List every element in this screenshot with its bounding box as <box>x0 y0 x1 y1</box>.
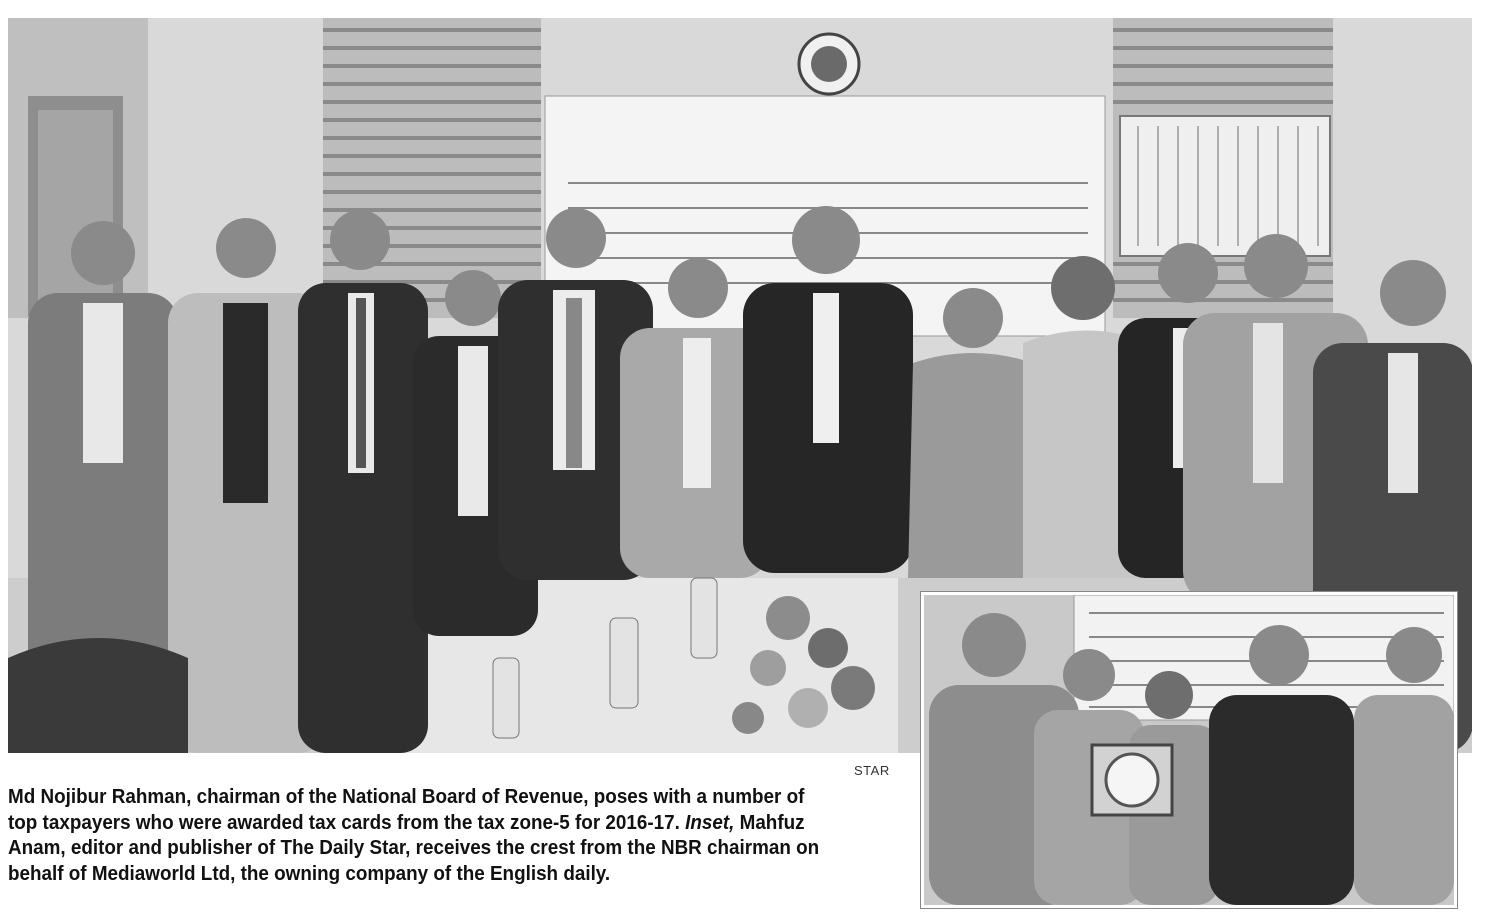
crest <box>1092 745 1172 815</box>
photo-caption <box>8 784 831 886</box>
office-chair <box>8 638 188 753</box>
photo-credit: STAR <box>854 763 890 778</box>
caption-main: Md Nojibur Rahman, chairman of the National Board of Revenue, poses with a number of top taxpayers who were awarded tax cards from the tax zone-5 for 2016-17. <box>8 785 805 834</box>
caption-inset-label: Inset, <box>685 810 735 834</box>
crest-handover-illustration <box>924 595 1454 905</box>
wall-slats-left <box>323 18 541 318</box>
caption-inset-text: Mahfuz Anam, editor and publisher of The Daily Star, receives the crest from the NBR chairman on behalf of Mediaworld Ltd, the owning company of the English daily. <box>8 810 820 885</box>
inset-photo <box>921 592 1457 908</box>
